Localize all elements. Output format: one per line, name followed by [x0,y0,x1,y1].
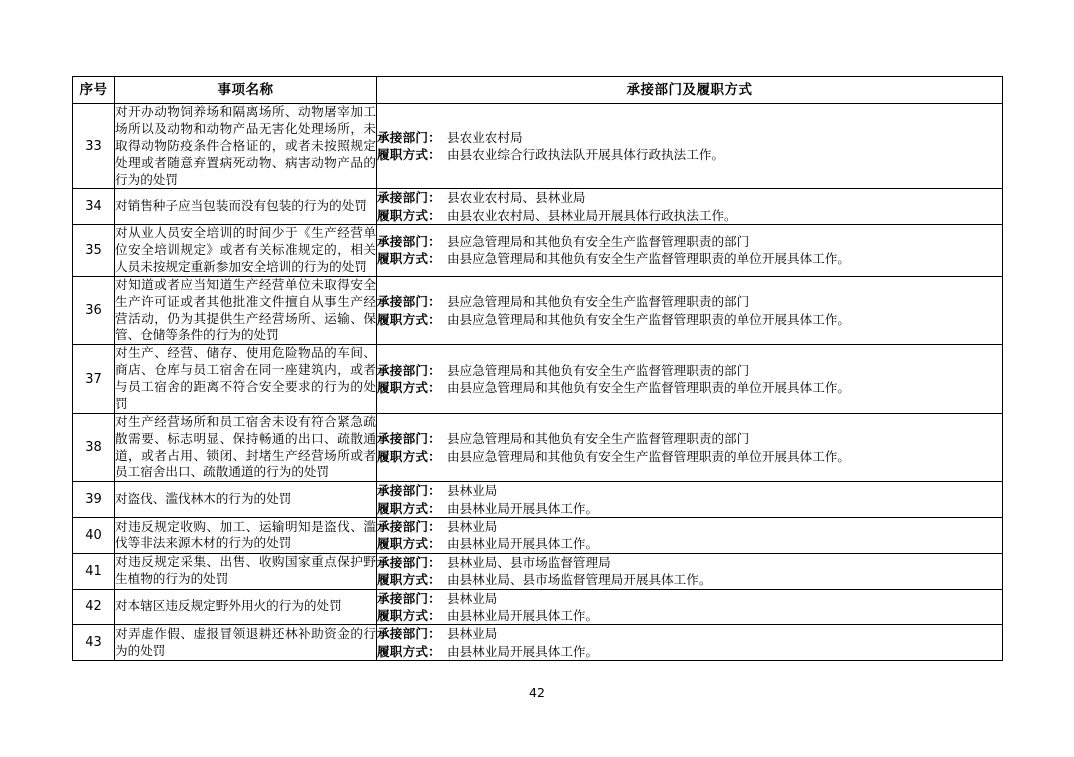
dept-label: 承接部门： [377,129,441,145]
dept-line [377,482,1002,499]
table-container [72,76,1002,661]
table-row [73,345,1003,414]
cell-seq: 33 [73,104,115,189]
dept-value: 县应急管理局和其他负有安全生产监督管理职责的部门 [446,362,750,378]
dept-label: 承接部门： [377,190,441,206]
dept-value: 县林业局 [446,626,498,642]
duty-line [377,448,1002,465]
column-header-name: 事项名称 [115,77,377,104]
dept-value: 县林业局、县市场监督管理局 [446,554,611,570]
cell-dept [377,104,1003,189]
dept-value: 县林业局 [446,519,498,534]
duty-value: 由县农业农村局、县林业局开展具体行政执法工作。 [446,207,737,223]
cell-seq: 43 [73,625,115,661]
table-row [73,413,1003,482]
duty-label: 履职方式： [377,572,441,588]
dept-line [377,293,1002,310]
duty-line [377,643,1002,660]
dept-line [377,430,1002,447]
duty-value: 由县应急管理局和其他负有安全生产监督管理职责的单位开展具体工作。 [446,311,850,327]
dept-line [377,129,1002,146]
column-header-dept: 承接部门及履职方式 [377,77,1003,104]
table-row [73,553,1003,589]
table-row [73,276,1003,345]
duty-label: 履职方式： [377,207,441,223]
cell-name: 对销售种子应当包装而没有包装的行为的处罚 [115,189,377,225]
duty-label: 履职方式： [377,448,441,464]
duty-value: 由县应急管理局和其他负有安全生产监督管理职责的单位开展具体工作。 [446,448,850,464]
table-body [73,104,1003,661]
cell-dept [377,276,1003,345]
cell-seq: 39 [73,482,115,518]
cell-dept [377,189,1003,225]
duty-value: 由县应急管理局和其他负有安全生产监督管理职责的单位开展具体工作。 [446,251,850,267]
duty-label: 履职方式： [377,251,441,267]
cell-seq: 38 [73,413,115,482]
dept-label: 承接部门： [377,362,441,378]
duty-value: 由县林业局开展具体工作。 [446,643,599,659]
column-header-seq: 序号 [73,77,115,104]
duty-line [377,311,1002,328]
cell-dept [377,225,1003,277]
duty-line [377,500,1002,517]
duty-line [377,250,1002,267]
dept-value: 县林业局 [446,483,498,499]
cell-seq: 37 [73,345,115,414]
cell-name: 对从业人员安全培训的时间少于《生产经营单位安全培训规定》或者有关标准规定的，相关人员未按规定重新参加安全培训的行为的处罚 [115,225,377,277]
dept-line [377,189,1002,206]
duty-label: 履职方式： [377,536,441,552]
duty-line [377,607,1002,624]
cell-dept [377,589,1003,625]
duty-line [377,571,1002,588]
duty-label: 履职方式： [377,500,441,516]
duty-value: 由县农业综合行政执法队开展具体行政执法工作。 [446,147,725,163]
duty-value: 由县林业局开展具体工作。 [446,607,599,623]
matters-table [72,76,1003,661]
cell-seq: 40 [73,518,115,554]
dept-label: 承接部门： [377,519,441,534]
dept-label: 承接部门： [377,554,441,570]
cell-seq: 36 [73,276,115,345]
dept-line [377,590,1002,607]
duty-value: 由县应急管理局和其他负有安全生产监督管理职责的单位开展具体工作。 [446,380,850,395]
cell-dept [377,625,1003,661]
dept-line [377,518,1002,535]
table-row [73,225,1003,277]
cell-seq: 41 [73,553,115,589]
dept-line [377,362,1002,379]
dept-value: 县应急管理局和其他负有安全生产监督管理职责的部门 [446,431,750,447]
cell-name: 对开办动物饲养场和隔离场所、动物屠宰加工场所以及动物和动物产品无害化处理场所，未取得动物防疫条件合格证的，或者未按照规定处理或者随意弃置病死动物、病害动物产品的行为的处罚 [115,104,377,189]
table-row [73,625,1003,661]
duty-line [377,379,1002,396]
page-number: 42 [529,685,545,700]
cell-name: 对违反规定采集、出售、收购国家重点保护野生植物的行为的处罚 [115,553,377,589]
dept-label: 承接部门： [377,626,441,642]
dept-value: 县林业局 [446,590,498,606]
cell-dept [377,482,1003,518]
table-row [73,482,1003,518]
duty-label: 履职方式： [377,380,441,395]
cell-name: 对本辖区违反规定野外用火的行为的处罚 [115,589,377,625]
cell-dept [377,518,1003,554]
cell-seq: 34 [73,189,115,225]
dept-label: 承接部门： [377,294,441,310]
table-row [73,104,1003,189]
cell-dept [377,345,1003,414]
table-row [73,589,1003,625]
cell-name: 对盗伐、滥伐林木的行为的处罚 [115,482,377,518]
cell-name: 对知道或者应当知道生产经营单位未取得安全生产许可证或者其他批准文件擅自从事生产经营活动，仍为其提供生产经营场所、运输、保管、仓储等条件的行为的处罚 [115,276,377,345]
duty-label: 履职方式： [377,147,441,163]
cell-name: 对弄虚作假、虚报冒领退耕还林补助资金的行为的处罚 [115,625,377,661]
dept-line [377,233,1002,250]
cell-seq: 35 [73,225,115,277]
duty-value: 由县林业局、县市场监督管理局开展具体工作。 [446,572,712,588]
dept-value: 县农业农村局、县林业局 [446,190,586,206]
duty-label: 履职方式： [377,643,441,659]
cell-dept [377,553,1003,589]
cell-seq: 42 [73,589,115,625]
dept-label: 承接部门： [377,234,441,250]
cell-name: 对生产经营场所和员工宿舍未设有符合紧急疏散需要、标志明显、保持畅通的出口、疏散通道，或者占用、锁闭、封堵生产经营场所或者员工宿舍出口、疏散通道的行为的处罚 [115,413,377,482]
duty-line [377,207,1002,224]
dept-label: 承接部门： [377,483,441,499]
duty-line [377,535,1002,552]
table-row [73,518,1003,554]
duty-label: 履职方式： [377,607,441,623]
dept-value: 县农业农村局 [446,129,523,145]
duty-line [377,146,1002,163]
table-header-row [73,77,1003,104]
dept-line [377,625,1002,642]
table-row [73,189,1003,225]
cell-name: 对违反规定收购、加工、运输明知是盗伐、滥伐等非法来源木材的行为的处罚 [115,518,377,554]
duty-value: 由县林业局开展具体工作。 [446,536,599,552]
dept-label: 承接部门： [377,431,441,447]
dept-value: 县应急管理局和其他负有安全生产监督管理职责的部门 [446,234,750,250]
duty-value: 由县林业局开展具体工作。 [446,500,599,516]
dept-label: 承接部门： [377,590,441,606]
cell-dept [377,413,1003,482]
duty-label: 履职方式： [377,311,441,327]
cell-name: 对生产、经营、储存、使用危险物品的车间、商店、仓库与员工宿舍在同一座建筑内，或者与员工宿舍的距离不符合安全要求的行为的处罚 [115,345,377,414]
dept-line [377,554,1002,571]
dept-value: 县应急管理局和其他负有安全生产监督管理职责的部门 [446,294,750,310]
